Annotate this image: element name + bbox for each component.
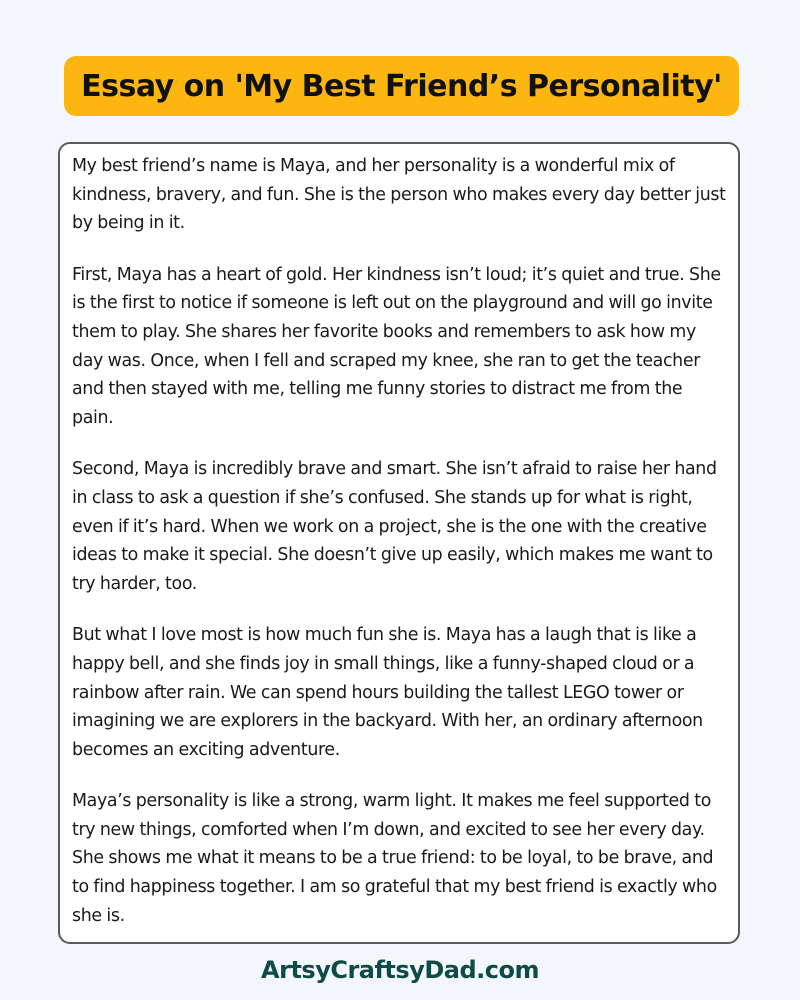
- paragraph-conclusion: Maya’s personality is like a strong, warm light. It makes me feel supported to try new things, comforted when I’m down, and excited to see her every day. She shows me what it means to be a true friend: to be loyal, to be brave, and to find happiness together. I am so grateful that my best friend is exactly who she is.: [72, 791, 717, 926]
- essay-title: Essay on 'My Best Friend’s Personality': [81, 68, 722, 104]
- paragraph-kindness: First, Maya has a heart of gold. Her kindness isn’t loud; it’s quiet and true. She is the first to notice if someone is left out on the playground and will go invite them to play. She shares her favorite books and remembers to ask how my day was. Once, when I fell and scraped my knee, she ran to get the teacher and then stayed with me, telling me funny stories to distract me from the pain.: [72, 264, 721, 428]
- paragraph-fun: But what I love most is how much fun she is. Maya has a laugh that is like a happy bell, and she finds joy in small things, like a funny-shaped cloud or a rainbow after rain. We can spend hours building the tallest LEGO tower or imagining we are explorers in the backyard. With her, an ordinary afternoon becomes an exciting adventure.: [72, 625, 703, 760]
- title-banner: [64, 56, 739, 116]
- essay-body: [58, 142, 740, 944]
- site-watermark: ArtsyCraftsyDad.com: [261, 956, 539, 984]
- paragraph-bravery: Second, Maya is incredibly brave and smart. She isn’t afraid to raise her hand in class to ask a question if she’s confused. She stands up for what is right, even if it’s hard. When we work on a project, she is the one with the creative ideas to make it special. She doesn’t give up easily, which makes me want to try harder, too.: [72, 459, 717, 594]
- paragraph-intro: My best friend’s name is Maya, and her personality is a wonderful mix of kindness, bravery, and fun. She is the person who makes every day better just by being in it.: [72, 156, 726, 234]
